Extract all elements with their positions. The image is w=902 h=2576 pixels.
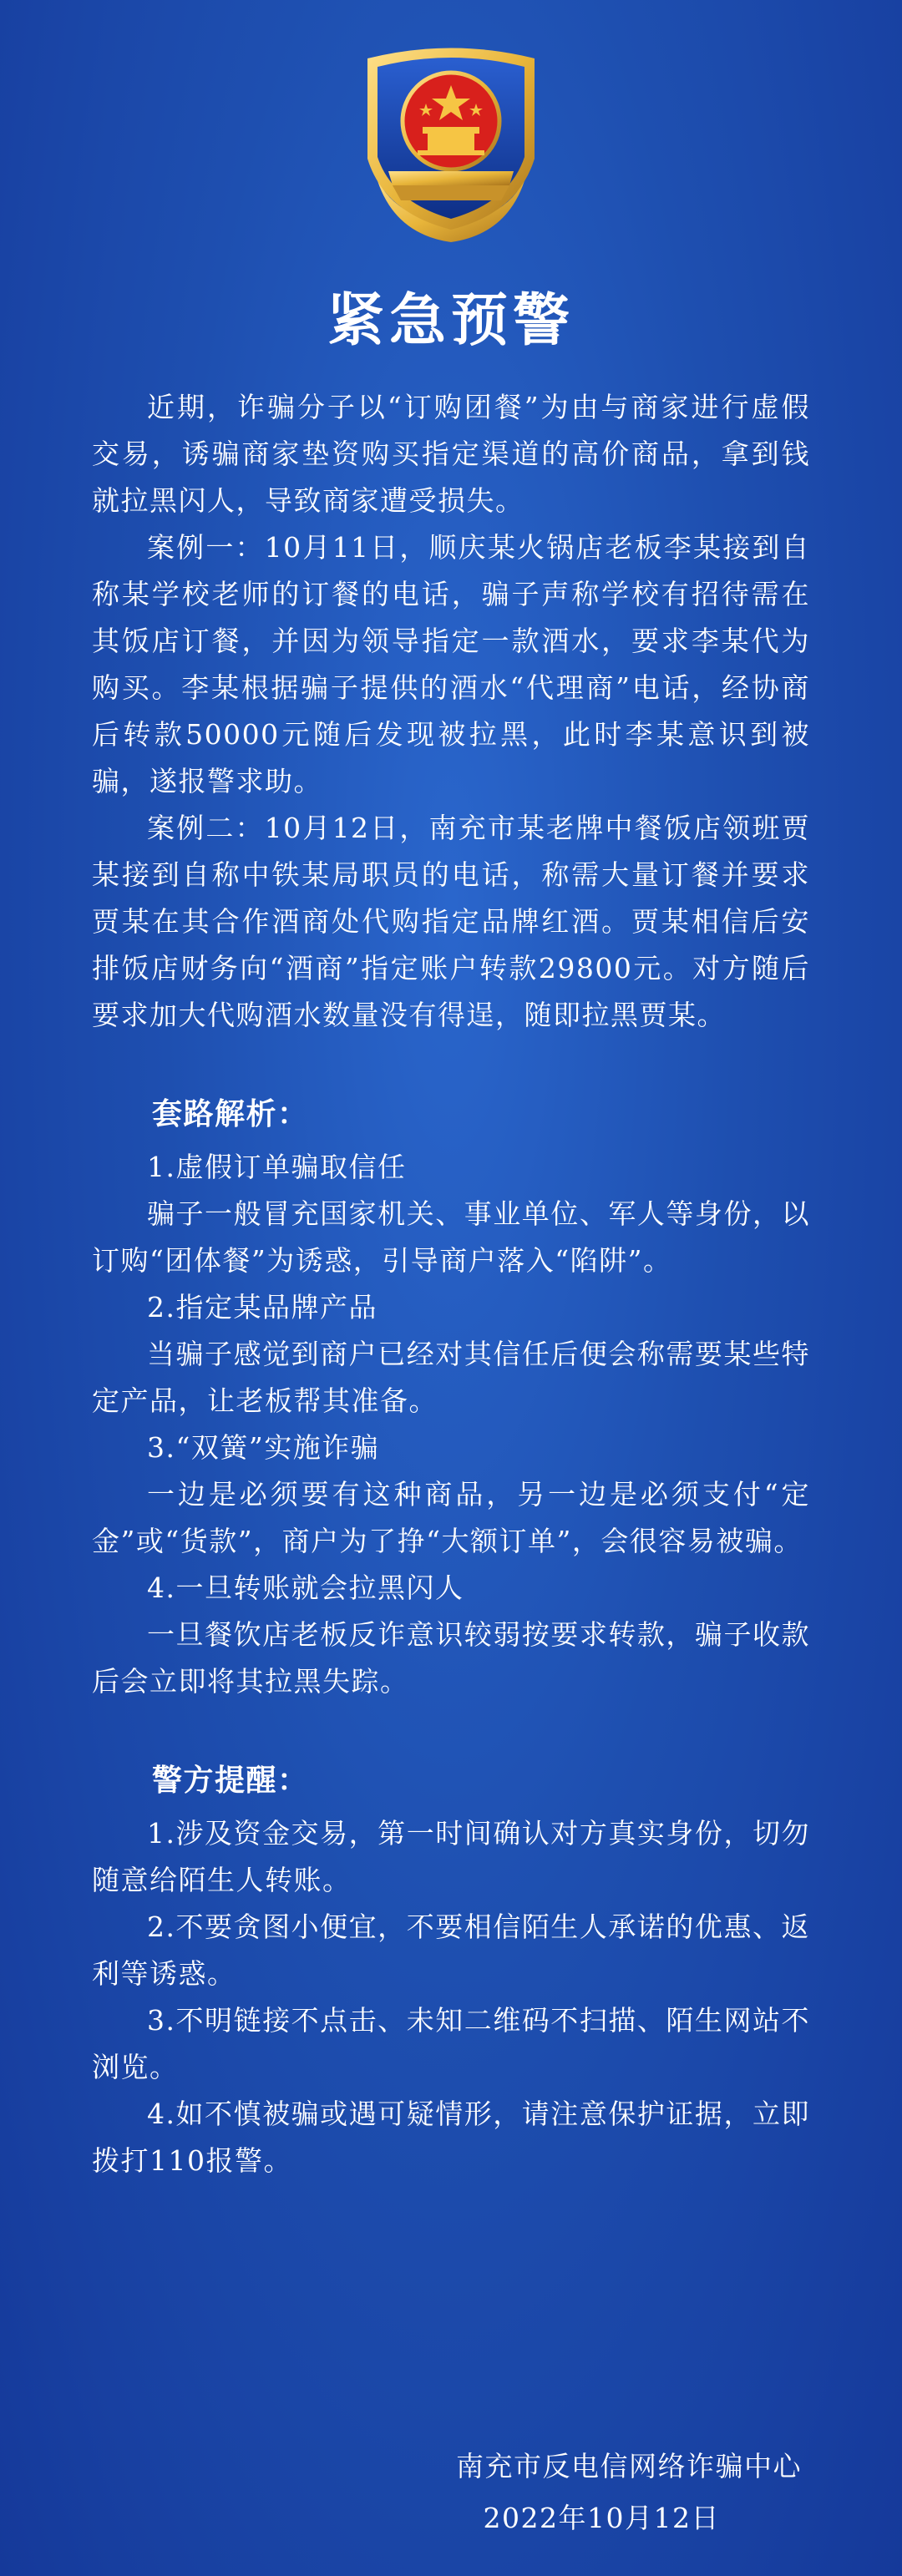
analysis-item-text: 骗子一般冒充国家机关、事业单位、军人等身份，以订购“团体餐”为诱惑，引导商户落入“陷阱”。: [92, 1197, 810, 1277]
analysis-item-text: 一边是必须要有这种商品，另一边是必须支付“定金”或“货款”，商户为了挣“大额订单”，会很容易被骗。: [92, 1478, 810, 1557]
analysis-item-title: 4.一旦转账就会拉黑闪人: [147, 1571, 464, 1604]
signature-date: 2022年10月12日: [483, 2502, 720, 2534]
case-two-paragraph: 案例二：10月12日，南充市某老牌中餐饭店领班贾某接到自称中铁某局职员的电话，称需大量订餐并要求贾某在其合作酒商处代购指定品牌红酒。贾某相信后安排饭店财务向“酒商”指定账户转款29800元。对方随后要求加大代购酒水数量没有得逞，随即拉黑贾某。: [92, 812, 810, 1031]
reminder-item: 4.如不慎被骗或遇可疑情形，请注意保护证据，立即拨打110报警。: [92, 2098, 810, 2177]
analysis-item-text: 当骗子感觉到商户已经对其信任后便会称需要某些特定产品，让老板帮其准备。: [92, 1338, 810, 1417]
police-emblem-icon: [342, 33, 560, 251]
analysis-heading: 套路解析：: [152, 1097, 309, 1131]
reminder-item: 2.不要贪图小便宜，不要相信陌生人承诺的优惠、返利等诱惑。: [92, 1910, 810, 1990]
intro-paragraph: 近期，诈骗分子以“订购团餐”为由与商家进行虚假交易，诱骗商家垫资购买指定渠道的高价商品，拿到钱就拉黑闪人，导致商家遭受损失。: [92, 391, 810, 517]
analysis-item-title: 1.虚假订单骗取信任: [147, 1151, 407, 1183]
police-emblem: [342, 33, 560, 251]
analysis-item-text: 一旦餐饮店老板反诈意识较弱按要求转款，骗子收款后会立即将其拉黑失踪。: [92, 1618, 810, 1698]
case-one-paragraph: 案例一：10月11日，顺庆某火锅店老板李某接到自称某学校老师的订餐的电话，骗子声称学校有招待需在其饭店订餐，并因为领导指定一款酒水，要求李某代为购买。李某根据骗子提供的酒水“代理商”电话，经协商后转款50000元随后发现被拉黑，此时李某意识到被骗，遂报警求助。: [92, 531, 810, 797]
reminder-item: 3.不明链接不点击、未知二维码不扫描、陌生网站不浏览。: [92, 2004, 810, 2083]
analysis-item-title: 2.指定某品牌产品: [147, 1291, 378, 1323]
signature-organization: 南充市反电信网络诈骗中心: [456, 2450, 802, 2482]
reminder-item: 1.涉及资金交易，第一时间确认对方真实身份，切勿随意给陌生人转账。: [92, 1817, 810, 1896]
notice-body: [92, 384, 810, 2184]
analysis-item-title: 3.“双簧”实施诈骗: [147, 1431, 380, 1464]
reminder-heading: 警方提醒：: [152, 1764, 309, 1798]
page-title: 紧急预警: [327, 288, 575, 354]
